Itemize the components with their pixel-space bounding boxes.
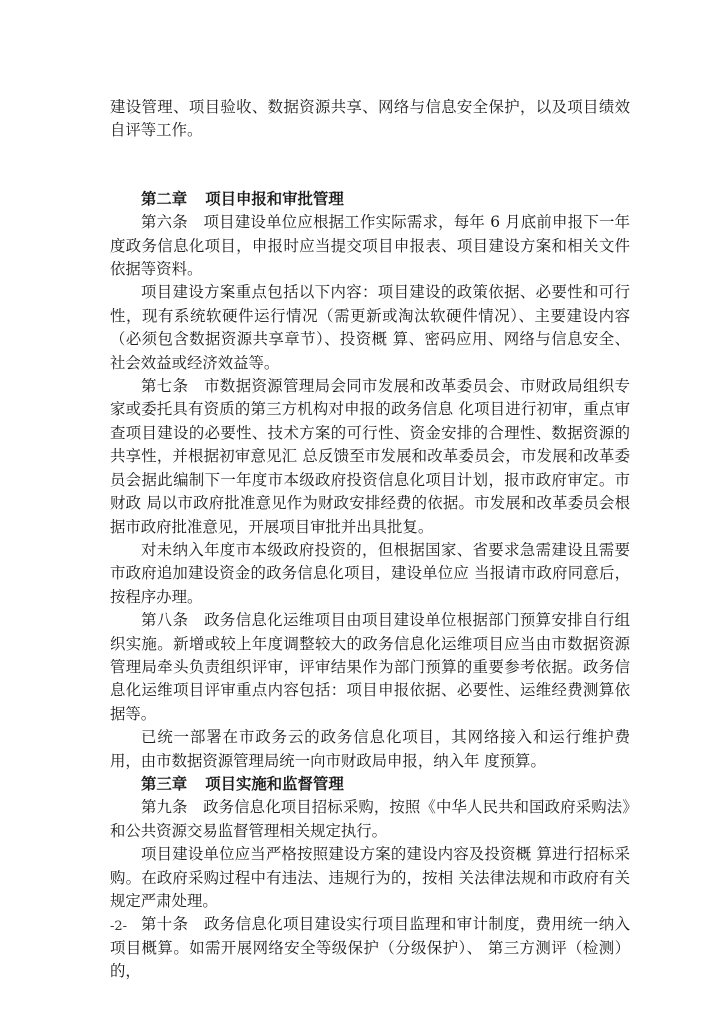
opening-paragraph: 建设管理、项目验收、数据资源共享、网络与信息安全保护，以及项目绩效自评等工作。 [110, 98, 630, 140]
section-gap [110, 143, 630, 188]
document-page [110, 96, 630, 984]
article-7: 第七条 市数据资源管理局会同市发展和改革委员会、市财政局组织专家或委托具有资质的第三方机构对申报的政务信息 化项目进行初审，重点审查项目建设的必要性、技术方案的可行性、资金安排的合理性、数据资源的共享性，并根据初审意见汇 总反馈至市发展和改革委员会，市发展和改革委员会据此编制下一年度市本级政府投资信息化项目计划，报市政府审定。市财政 局以市政府批准意见作为财政安排经费的依据。市发展和改革委员会根据市政府批准意见，开展项目审批并出具批复。 [110, 377, 630, 536]
chapter-heading-3 [110, 773, 630, 796]
procurement-paragraph: 项目建设单位应当严格按照建设方案的建设内容及投资概 算进行招标采购。在政府采购过程中有违法、违规行为的，按相 关法律法规和市政府有关规定严肃处理。 [110, 845, 630, 910]
unbudgeted-projects-paragraph: 对未纳入年度市本级政府投资的，但根据国家、省要求急需建设且需要市政府追加建设资金的政务信息化项目，建设单位应 当报请市政府同意后，按程序办理。 [110, 540, 630, 606]
cloud-projects-paragraph: 已统一部署在市政务云的政务信息化项目，其网络接入和运行维护费用，由市数据资源管理局统一向市财政局申报，纳入年 度预算。 [110, 728, 630, 770]
article-6: 第六条 项目建设单位应根据工作实际需求，每年 6 月底前申报下一年度政务信息化项目，申报时应当提交项目申报表、项目建设方案和相关文件依据等资料。 [110, 213, 630, 279]
chapter-number: 第三章 [141, 774, 188, 793]
article-10: 第十条 政务信息化项目建设实行项目监理和审计制度，费用统一纳入项目概算。如需开展网络安全等级保护（分级保护）、 第三方测评（检测）的， [110, 915, 630, 981]
article-9: 第九条 政务信息化项目招标采购，按照《中华人民共和国政府采购法》和公共资源交易监督管理相关规定执行。 [110, 798, 630, 840]
article-8: 第八条 政务信息化运维项目由项目建设单位根据部门预算安排自行组织实施。新增或较上年度调整较大的政务信息化运维项目应当由市数据资源管理局牵头负责组织评审，评审结果作为部门预算的重要参考依据。政务信息化运维项目评审重点内容包括：项目申报依据、必要性、运维经费测算依据等。 [110, 611, 630, 723]
chapter-title: 项目申报和审批管理 [205, 189, 344, 208]
page-number: -2- [110, 919, 128, 934]
chapter-heading-2 [110, 188, 630, 211]
plan-contents-paragraph: 项目建设方案重点包括以下内容：项目建设的政策依据、必要性和可行性，现有系统软硬件运行情况（需更新或淘汰软硬件情况）、主要建设内容（必须包含数据资源共享章节）、投资概 算、密码应用、网络与信息安全、社会效益或经济效益等。 [110, 283, 630, 372]
chapter-number: 第二章 [141, 189, 188, 208]
chapter-title: 项目实施和监督管理 [205, 774, 344, 793]
